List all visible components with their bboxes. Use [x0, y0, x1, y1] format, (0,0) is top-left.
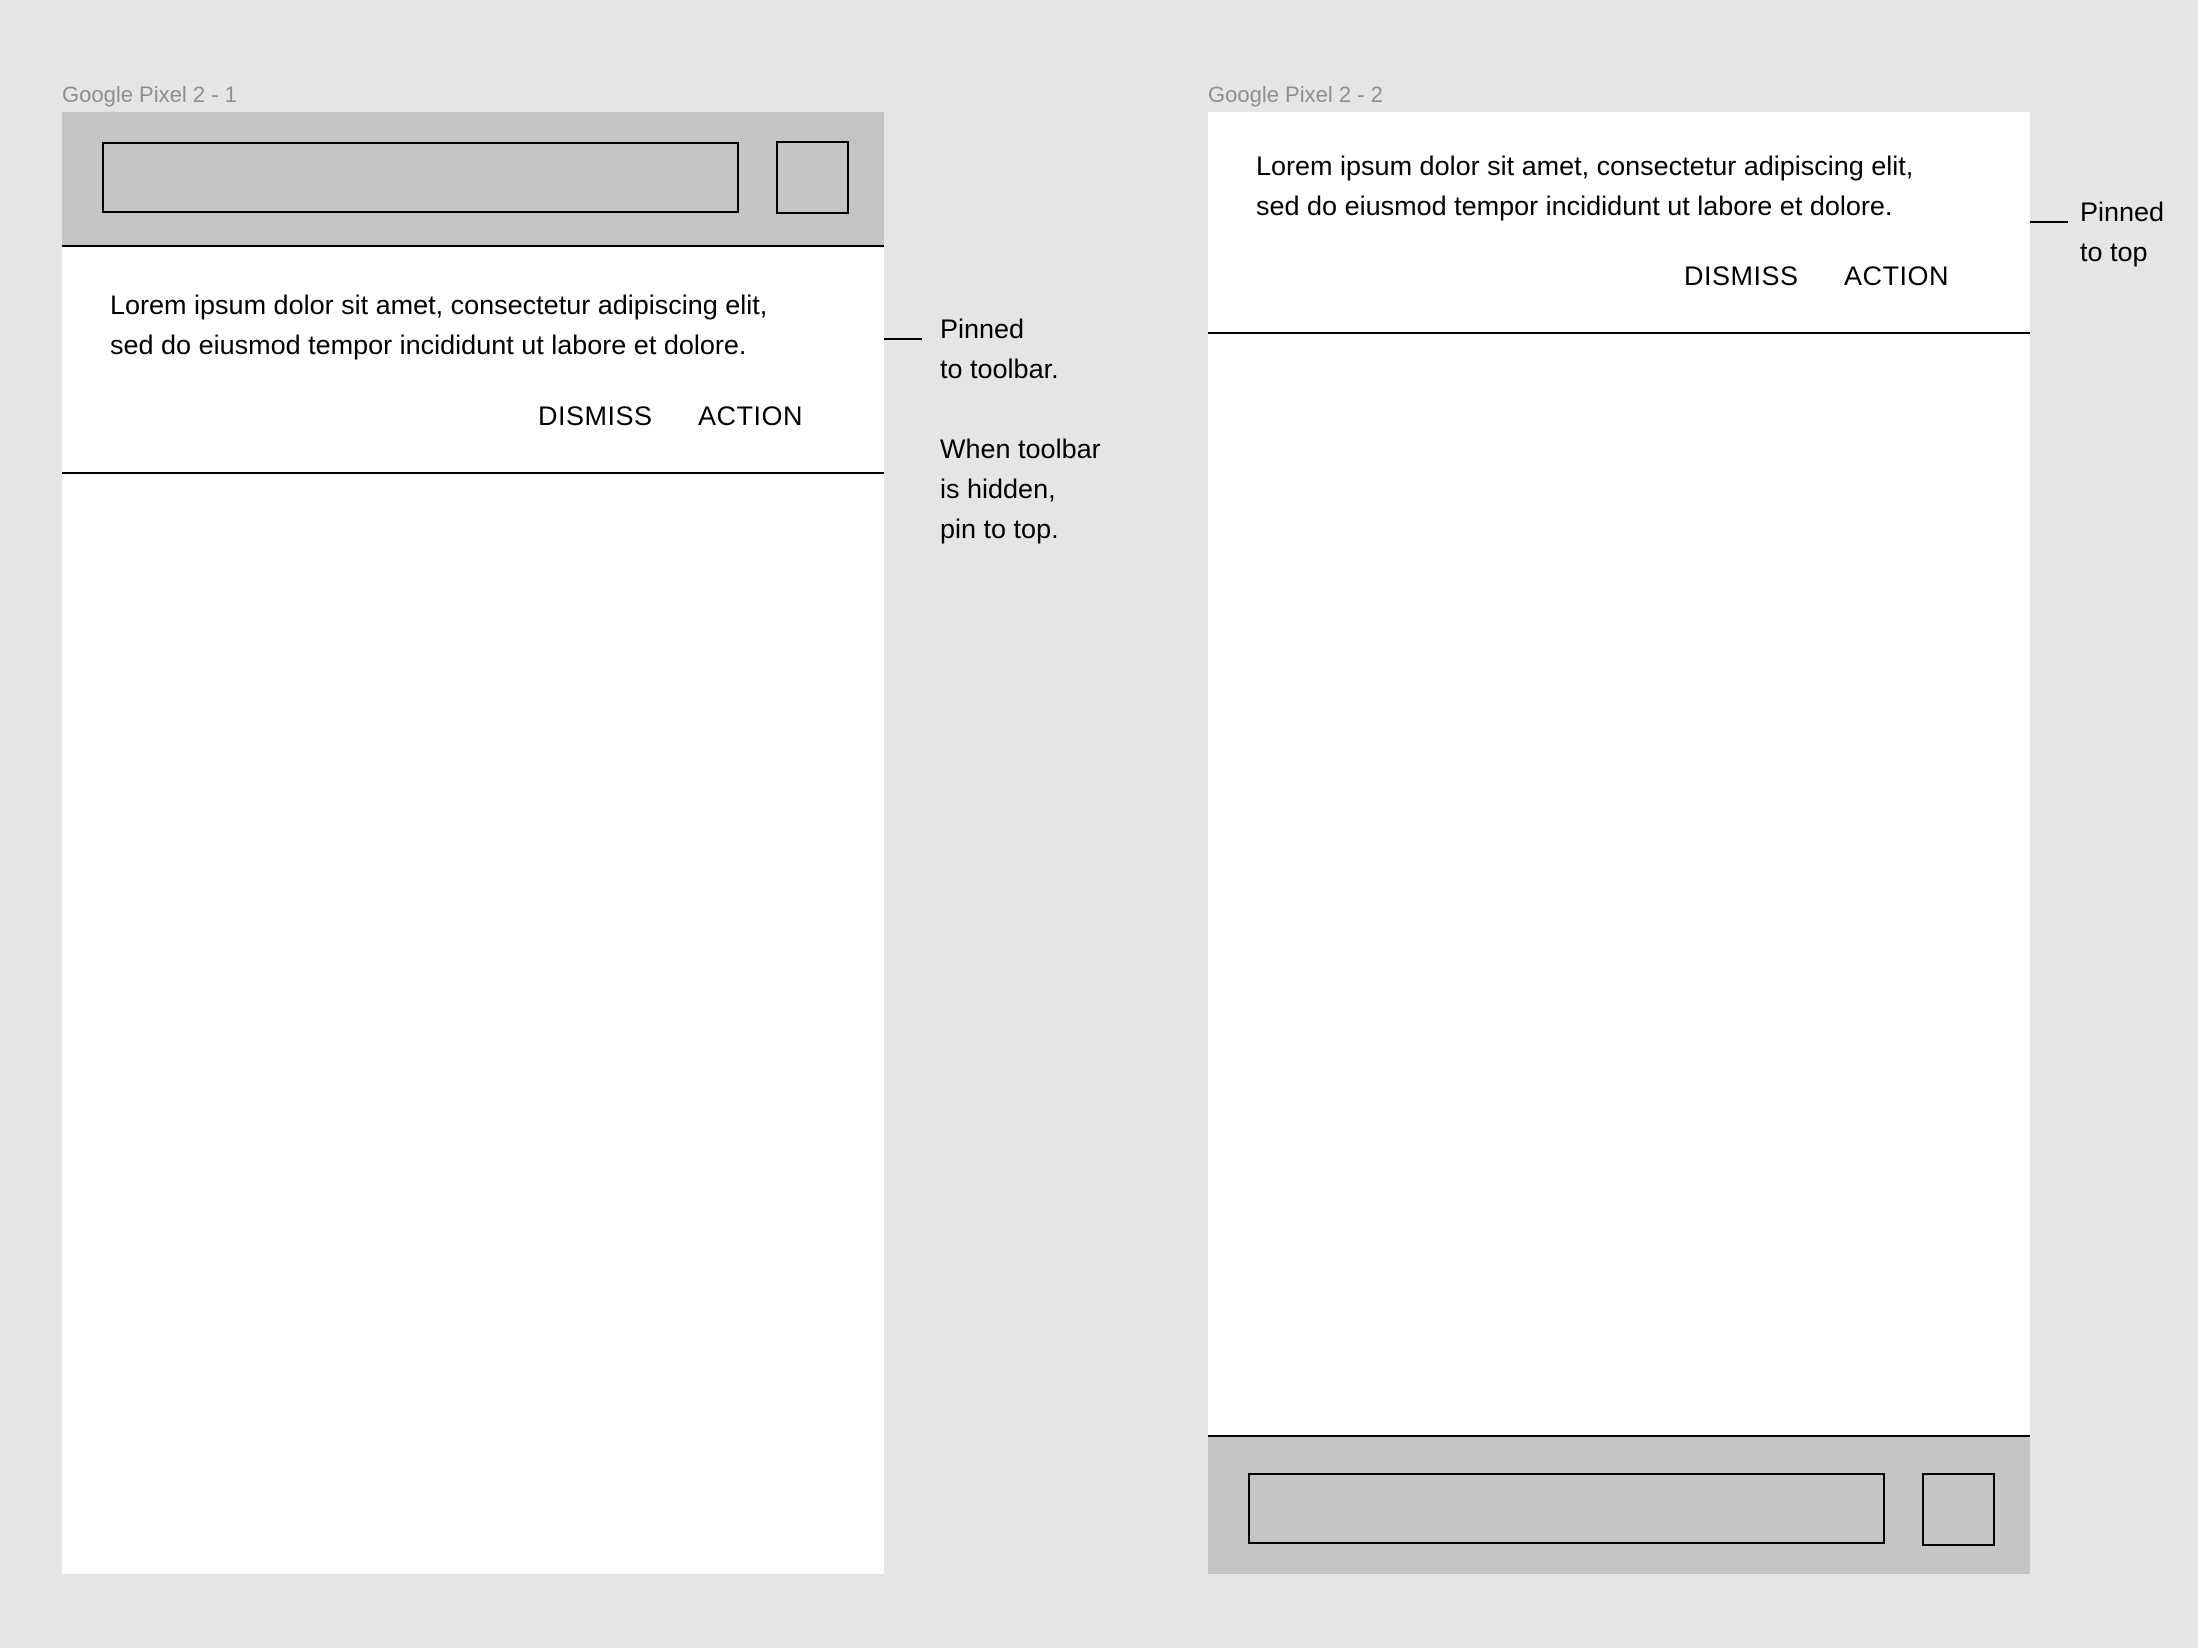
- banner-message-line-1: Lorem ipsum dolor sit amet, consectetur adipiscing elit,: [1256, 151, 1914, 181]
- action-button[interactable]: ACTION: [698, 401, 804, 431]
- bottom-toolbar: [1208, 1437, 2030, 1574]
- dismiss-button[interactable]: DISMISS: [1684, 261, 1799, 291]
- frame-label-pixel-2-1: Google Pixel 2 - 1: [62, 82, 237, 107]
- toolbar-search-field[interactable]: [1248, 1473, 1885, 1544]
- dismiss-button[interactable]: DISMISS: [538, 401, 653, 431]
- banner-message-line-2: sed do eiusmod tempor incididunt ut labore et dolore.: [110, 330, 747, 360]
- annotation-line: to top: [2080, 237, 2148, 267]
- annotation-leader-line-2: [2030, 221, 2068, 223]
- annotation-line: to toolbar.: [940, 354, 1059, 384]
- toolbar-action-button[interactable]: [776, 141, 849, 214]
- banner-bottom-divider: [62, 472, 884, 474]
- banner-bottom-divider: [1208, 332, 2030, 334]
- annotation-line: pin to top.: [940, 514, 1059, 544]
- phone-screen-2: [1208, 112, 2030, 1574]
- annotation-line: When toolbar: [940, 434, 1101, 464]
- toolbar-action-button[interactable]: [1922, 1473, 1995, 1546]
- annotation-line: Pinned: [2080, 197, 2165, 227]
- banner-message-line-2: sed do eiusmod tempor incididunt ut labore et dolore.: [1256, 191, 1893, 221]
- banner-message-line-1: Lorem ipsum dolor sit amet, consectetur adipiscing elit,: [110, 290, 768, 320]
- annotation-line: is hidden,: [940, 474, 1056, 504]
- toolbar-search-field[interactable]: [102, 142, 739, 213]
- frame-label-pixel-2-2: Google Pixel 2 - 2: [1208, 82, 1383, 107]
- phone-screen-1: [62, 112, 884, 1574]
- annotation-pinned-to-top: [2080, 192, 2190, 272]
- top-toolbar: [62, 112, 884, 246]
- annotation-line: Pinned: [940, 314, 1025, 344]
- annotation-pinned-to-toolbar: [940, 309, 1120, 549]
- annotation-leader-line-1: [884, 338, 922, 340]
- action-button[interactable]: ACTION: [1844, 261, 1950, 291]
